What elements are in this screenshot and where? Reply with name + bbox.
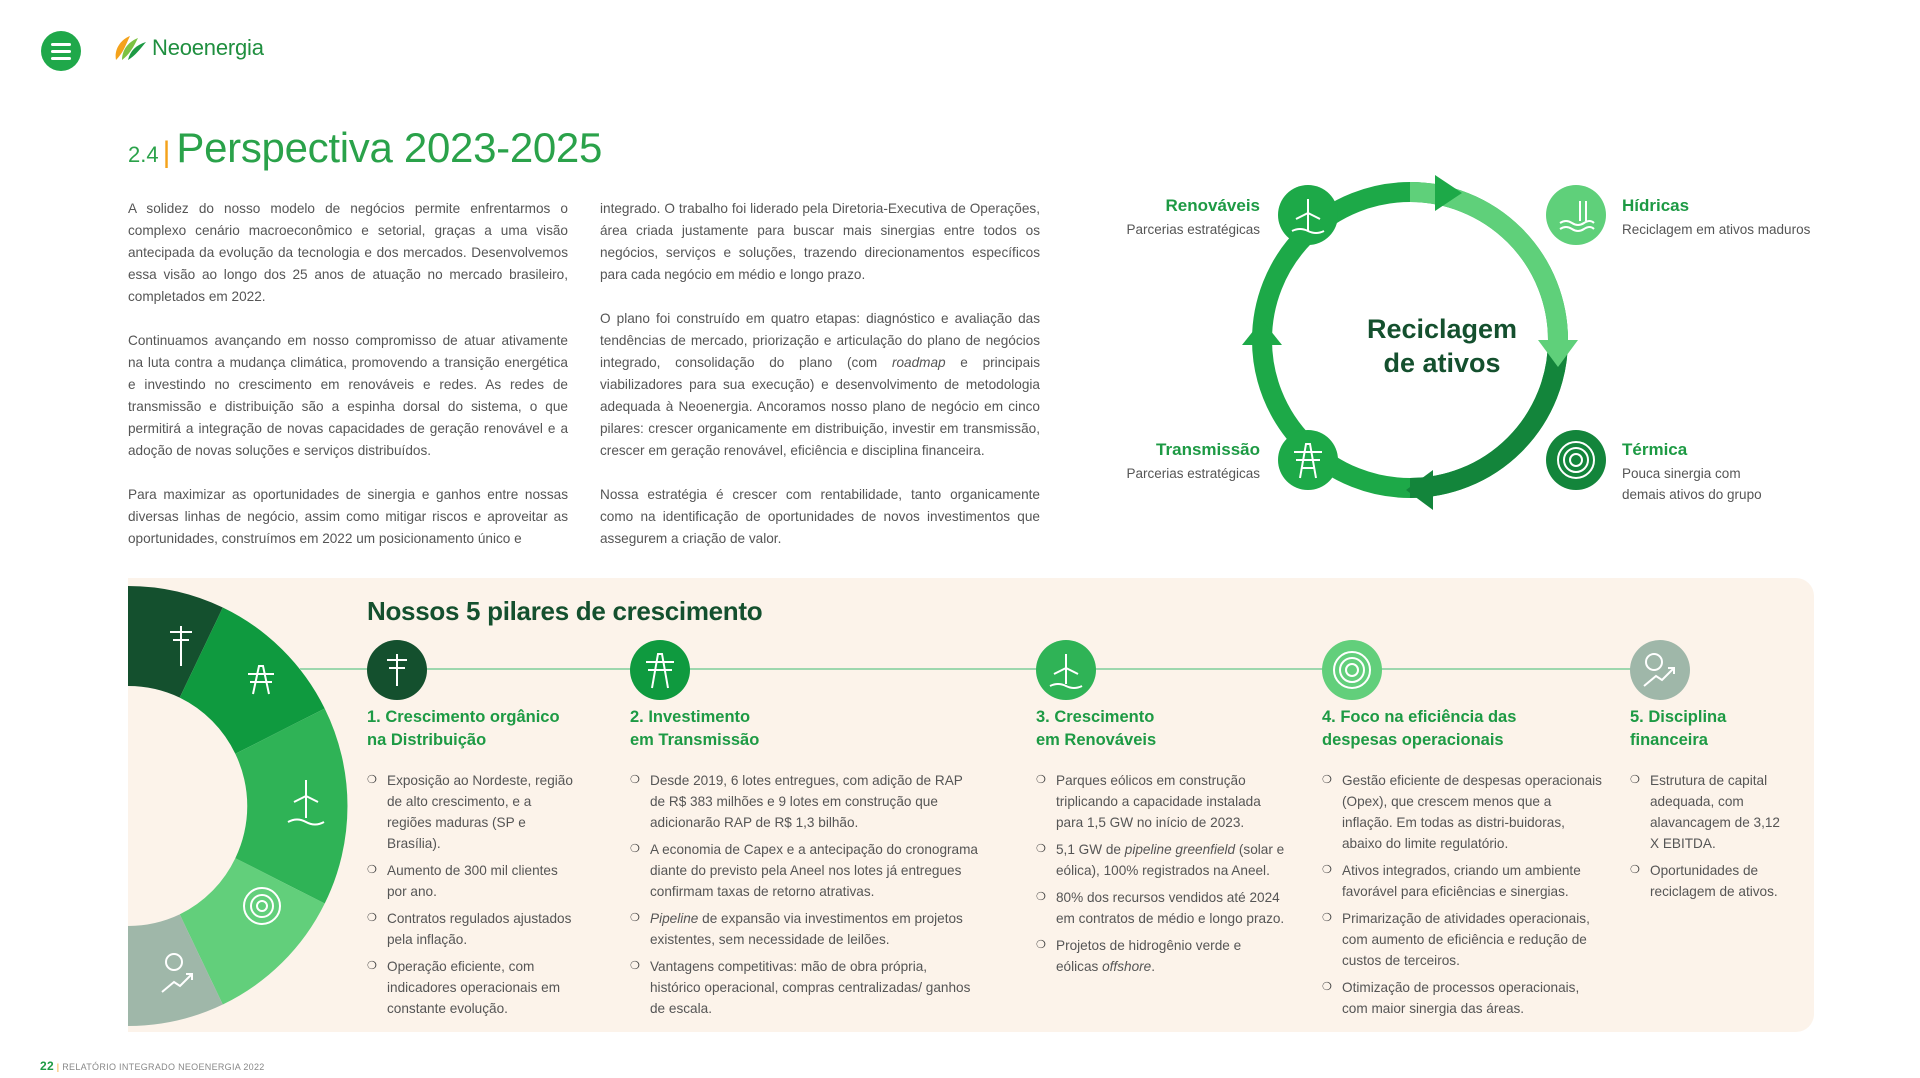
pillar-4-title: 4. Foco na eficiência das despesas operacionais [1322,708,1517,749]
pillar-4-list [1322,770,1602,1025]
list-item: ❍ Parques eólicos em construção triplicando a capacidade instalada para 1,5 GW no início de 2023. [1036,770,1286,833]
utility-pole-icon [367,640,427,700]
list-item: ❍ Primarização de atividades operacionais, com aumento de eficiência e redução de custos de terceiros. [1322,908,1602,971]
list-item: ❍ Projetos de hidrogênio verde e eólicas offshore. [1036,935,1286,977]
list-item: ❍ A economia de Capex e a antecipação do cronograma diante do previsto pela Aneel nos lotes já entregues confirmam taxas de retorno atrativas. [630,839,980,902]
page-number: 22 [40,1059,54,1073]
transmission-tower-icon [1278,430,1338,490]
logo-text: Neoenergia [152,35,264,60]
pillar-5-list [1630,770,1780,908]
intro-paragraph: Nossa estratégia é crescer com rentabilidade, tanto organicamente como na identificação de oportunidades de novos investimentos que assegurem a criação de valor. [600,487,1040,546]
footer-text: RELATÓRIO INTEGRADO NEOENERGIA 2022 [62,1062,265,1072]
dollar-growth-icon [1630,640,1690,700]
pillar-1-title: 1. Crescimento orgânico na Distribuição [367,708,560,749]
list-item: ❍ Operação eficiente, com indicadores operacionais em constante evolução. [367,956,577,1019]
cycle-label-hydro: Hídricas [1622,196,1690,215]
pillar-5-title: 5. Disciplina financeira [1630,708,1727,749]
thermal-target-icon [1546,430,1606,490]
pillar-3-list [1036,770,1286,983]
cycle-sub-hydro: Reciclagem em ativos maduros [1622,222,1811,237]
wind-turbine-icon [1278,185,1338,245]
cycle-label-transmission: Transmissão [1156,440,1260,459]
section-divider: | [162,136,171,169]
cycle-center-line2: de ativos [1383,348,1501,378]
page-footer: 22 | RELATÓRIO INTEGRADO NEOENERGIA 2022 [40,1059,265,1073]
intro-column-1 [128,198,568,572]
pillar-2-list [630,770,980,1025]
cycle-sub-transmission: Parcerias estratégicas [1126,466,1260,481]
intro-paragraph: A solidez do nosso modelo de negócios permite enfrentarmos o complexo cenário macroeconômico e setorial, graças a uma visão antecipada da evolução da tecnologia e dos mercados. Desenvolvemos essa visão ao longo dos 25 anos de atuação no mercado brasileiro, completados em 2022. [128,201,568,304]
list-item: ❍ Gestão eficiente de despesas operacionais (Opex), que crescem menos que a inflação. Em todas as distri-buidoras, abaixo do limite regulatório. [1322,770,1602,854]
cycle-label-thermal: Térmica [1622,440,1688,459]
cycle-sub-renewables: Parcerias estratégicas [1126,222,1260,237]
cycle-arrow [1242,320,1282,345]
wind-turbine-icon [1036,640,1096,700]
list-item: ❍ Oportunidades de reciclagem de ativos. [1630,860,1780,902]
section-header [128,124,602,172]
list-item: ❍ Exposição ao Nordeste, região de alto crescimento, e a regiões maduras (SP e Brasília). [367,770,577,854]
list-item: ❍ Contratos regulados ajustados pela inflação. [367,908,577,950]
pillars-donut [128,586,348,1026]
pillar-1-list [367,770,577,1025]
thermal-node [1546,430,1606,490]
list-item: ❍ Pipeline de expansão via investimentos em projetos existentes, sem necessidade de leilões. [630,908,980,950]
pillar-4-icon [1322,640,1382,700]
list-item: ❍ Aumento de 300 mil clientes por ano. [367,860,577,902]
cycle-center-line1: Reciclagem [1366,314,1518,344]
menu-button[interactable] [41,31,81,71]
intro-paragraph: O plano foi construído em quatro etapas: diagnóstico e avaliação das tendências de mercado, priorização e articulação do plano de negócios integrado, consolidação do plano (com roadmap e principais viabilizadores para sua execução) e desenvolvimento de metodologia adequada à Neoenergia. Ancoramos nosso plano de negócio em cinco pilares: crescer organicamente em distribuição, investir em transmissão, crescer em geração renovável, eficiência e disciplina financeira. [600,311,1040,458]
pillar-3-title: 3. Crescimento em Renováveis [1036,708,1157,749]
neoenergia-leaf-icon [112,34,148,62]
pillar-2-icon [630,640,690,700]
list-item: ❍ Ativos integrados, criando um ambiente favorável para eficiências e sinergias. [1322,860,1602,902]
pillars-title: Nossos 5 pilares de crescimento [367,596,763,626]
pillars-timeline [300,668,1660,670]
pillar-2-title: 2. Investimento em Transmissão [630,708,760,749]
pillar-3-icon [1036,640,1096,700]
hydro-dam-icon [1546,185,1606,245]
renewables-node [1278,185,1338,245]
list-item: ❍ Vantagens competitivas: mão de obra própria, histórico operacional, compras centralizadas/ ganhos de escala. [630,956,980,1019]
cycle-label-renewables: Renováveis [1165,196,1260,215]
list-item: ❍ Estrutura de capital adequada, com alavancagem de 3,12 X EBITDA. [1630,770,1780,854]
list-item: ❍ Otimização de processos operacionais, com maior sinergia das áreas. [1322,977,1602,1019]
page-title: Perspectiva 2023-2025 [176,124,603,171]
intro-paragraph: integrado. O trabalho foi liderado pela Diretoria-Executiva de Operações, área criada justamente para buscar mais sinergias entre todos os negócios, serviços e soluções, trazendo direcionamentos específicos para cada negócio em médio e longo prazo. [600,201,1040,282]
transmission-node [1278,430,1338,490]
cycle-arrow [1406,470,1433,510]
list-item: ❍ 5,1 GW de pipeline greenfield (solar e eólica), 100% registrados na Aneel. [1036,839,1286,881]
intro-paragraph: Para maximizar as oportunidades de sinergia e ganhos entre nossas diversas linhas de negócio, assim como mitigar riscos e aproveitar as oportunidades, construímos em 2022 um posicionamento único e [128,487,568,546]
cycle-arrow [1538,340,1578,367]
transmission-tower-icon [630,640,690,700]
cycle-sub-thermal: Pouca sinergia com demais ativos do grupo [1622,466,1762,502]
intro-paragraph: Continuamos avançando em nosso compromisso de atuar ativamente na luta contra a mudança climática, promovendo a transição energética e investindo no crescimento em renováveis e redes. As redes de transmissão e distribuição são a espinha dorsal do sistema, o que permitirá a integração de novas capacidades de geração renovável e a adoção de novas soluções e serviços distribuídos. [128,333,568,458]
target-icon [1322,640,1382,700]
pillar-1-icon [367,640,427,700]
list-item: ❍ 80% dos recursos vendidos até 2024 em contratos de médio e longo prazo. [1036,887,1286,929]
pillar-5-icon [1630,640,1690,700]
neoenergia-logo[interactable] [112,34,264,62]
hamburger-menu-icon [51,43,71,46]
hydro-node [1546,185,1606,245]
section-number: 2.4 [128,142,159,167]
intro-column-2 [600,198,1040,572]
list-item: ❍ Desde 2019, 6 lotes entregues, com adição de RAP de R$ 383 milhões e 9 lotes em construção que adicionarão RAP de R$ 1,3 bilhão. [630,770,980,833]
